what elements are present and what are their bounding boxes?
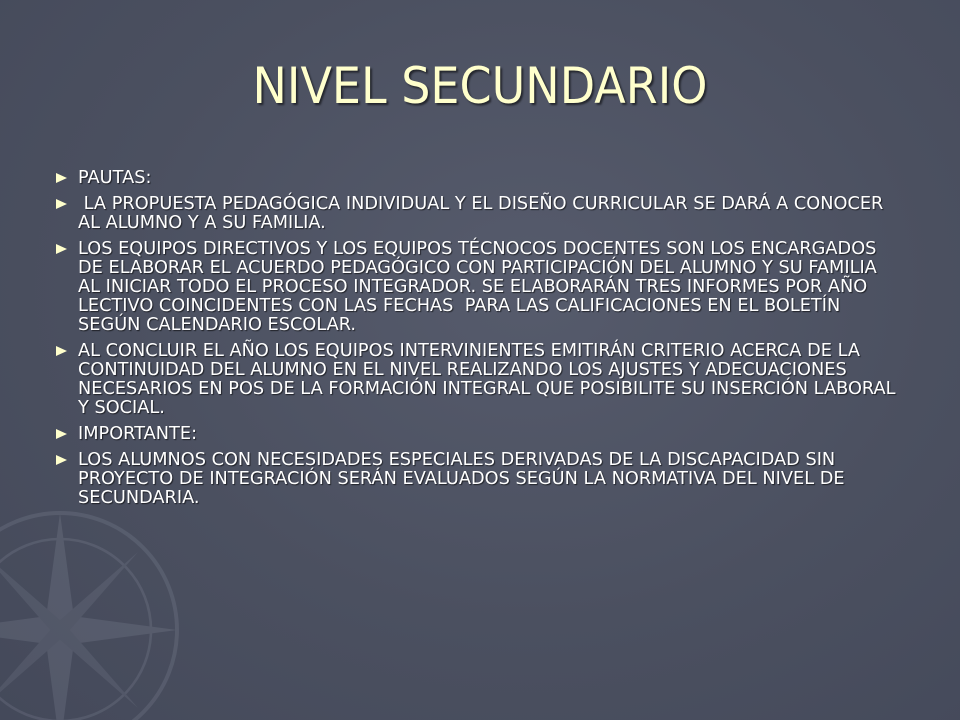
triangle-bullet-icon: [56, 429, 67, 439]
triangle-bullet-icon: [56, 455, 67, 465]
compass-icon: [0, 500, 190, 720]
list-item-text: AL CONCLUIR EL AÑO LOS EQUIPOS INTERVINIENTES EMITIRÁN CRITERIO ACERCA DE LA CONTINUIDAD DEL ALUMNO EN EL NIVEL REALIZANDO LOS AJUSTES Y ADECUACIONES NECESARIOS EN POS DE LA FORMACIÓN INTEGRAL QUE POSIBILITE SU INSERCIÓN LABORAL Y SOCIAL.: [78, 340, 896, 418]
list-item-text: LA PROPUESTA PEDAGÓGICA INDIVIDUAL Y EL DISEÑO CURRICULAR SE DARÁ A CONOCER AL ALUMNO Y A SU FAMILIA.: [78, 193, 889, 233]
list-item-text: IMPORTANTE:: [78, 423, 198, 444]
triangle-bullet-icon: [56, 173, 67, 183]
list-item-text: LOS ALUMNOS CON NECESIDADES ESPECIALES DERIVADAS DE LA DISCAPACIDAD SIN PROYECTO DE INTEGRACIÓN SERÁN EVALUADOS SEGÚN LA NORMATIVA DEL NIVEL DE SECUNDARIA.: [78, 449, 845, 508]
list-item: [56, 194, 916, 232]
list-item: [56, 168, 916, 187]
list-item: [56, 341, 916, 417]
bullet-list: [56, 168, 916, 514]
triangle-bullet-icon: [56, 244, 67, 254]
triangle-bullet-icon: [56, 346, 67, 356]
list-item-text: LOS EQUIPOS DIRECTIVOS Y LOS EQUIPOS TÉCNOCOS DOCENTES SON LOS ENCARGADOS DE ELABORAR EL ACUERDO PEDAGÓGICO CON PARTICIPACIÓN DEL ALUMNO Y SU FAMILIA AL INICIAR TODO EL PROCESO INTEGRADOR. SE ELABORARÁN TRES INFORMES POR AÑO LECTIVO COINCIDENTES CON LAS FECHAS PARA LAS CALIFICACIONES EN EL BOLETÍN SEGÚN CALENDARIO ESCOLAR.: [78, 238, 883, 335]
list-item: [56, 424, 916, 443]
list-item-text: PAUTAS:: [78, 167, 152, 188]
triangle-bullet-icon: [56, 199, 67, 209]
slide-title: NIVEL SECUNDARIO: [252, 57, 708, 115]
list-item: [56, 239, 916, 334]
list-item: [56, 450, 916, 507]
